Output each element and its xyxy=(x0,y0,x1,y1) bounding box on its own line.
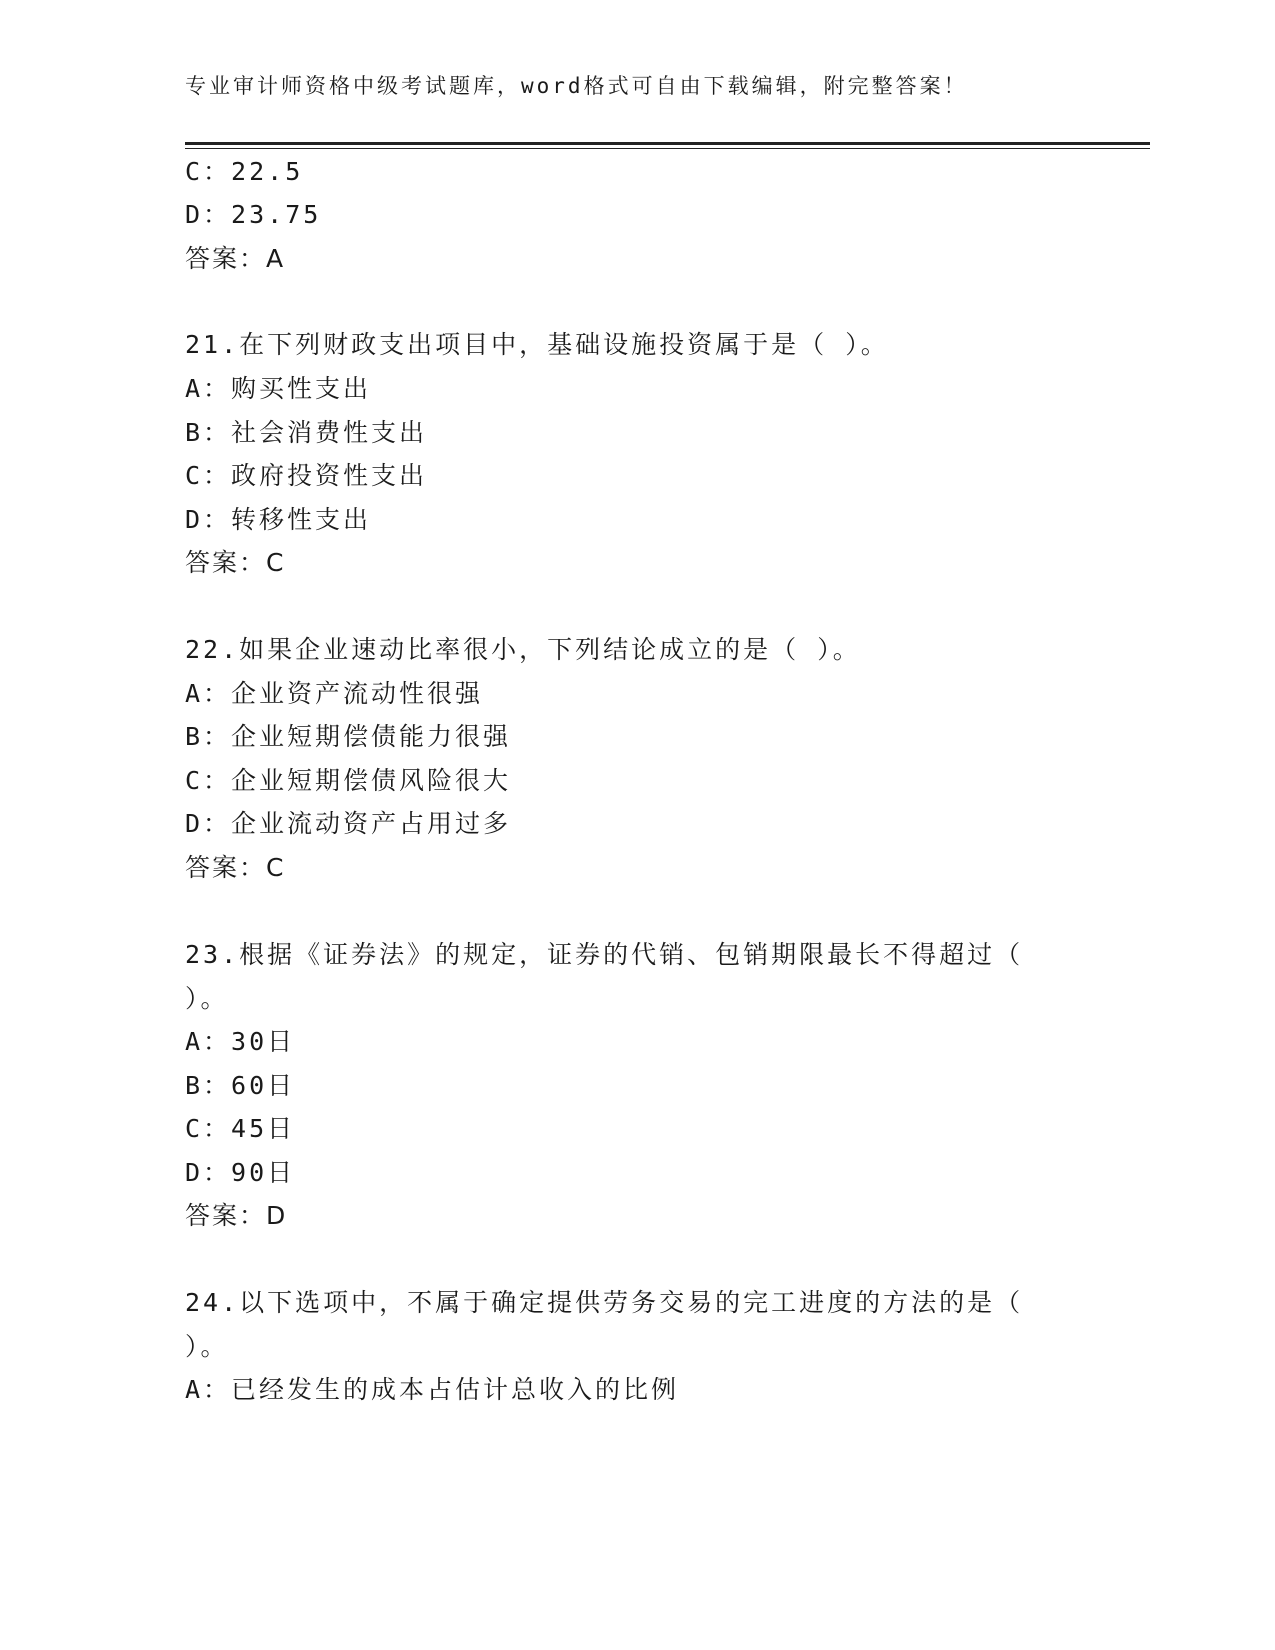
answer-line: 答案：C xyxy=(185,853,286,882)
option-d: D：90日 xyxy=(185,1158,296,1187)
question-stem-continuation: ）。 xyxy=(185,1332,229,1361)
option-d: D：23.75 xyxy=(185,200,322,229)
question-stem-continuation: ）。 xyxy=(185,984,229,1013)
option-c: C：企业短期偿债风险很大 xyxy=(185,766,512,795)
question-stem: 23.根据《证券法》的规定，证券的代销、包销期限最长不得超过（ xyxy=(185,940,1024,969)
header-rule-thick xyxy=(185,142,1150,145)
option-d: D：企业流动资产占用过多 xyxy=(185,809,512,838)
question-stem: 24.以下选项中，不属于确定提供劳务交易的完工进度的方法的是（ xyxy=(185,1288,1024,1317)
answer-line: 答案：C xyxy=(185,548,286,577)
page-header: 专业审计师资格中级考试题库，word格式可自由下载编辑，附完整答案！ xyxy=(185,74,968,98)
option-c: C：政府投资性支出 xyxy=(185,461,428,490)
option-a: A：30日 xyxy=(185,1027,296,1056)
question-stem: 21.在下列财政支出项目中，基础设施投资属于是（ ）。 xyxy=(185,330,889,359)
answer-line: 答案：D xyxy=(185,1201,288,1230)
option-a: A：购买性支出 xyxy=(185,374,372,403)
option-a: A：企业资产流动性很强 xyxy=(185,679,484,708)
header-rule-thin xyxy=(185,148,1150,149)
answer-line: 答案：A xyxy=(185,244,286,273)
question-stem: 22.如果企业速动比率很小，下列结论成立的是（ ）。 xyxy=(185,635,861,664)
option-c: C：45日 xyxy=(185,1114,296,1143)
option-a: A：已经发生的成本占估计总收入的比例 xyxy=(185,1375,680,1404)
option-b: B：社会消费性支出 xyxy=(185,418,428,447)
option-b: B：60日 xyxy=(185,1071,296,1100)
option-b: B：企业短期偿债能力很强 xyxy=(185,722,512,751)
option-c: C：22.5 xyxy=(185,157,304,186)
option-d: D：转移性支出 xyxy=(185,505,372,534)
